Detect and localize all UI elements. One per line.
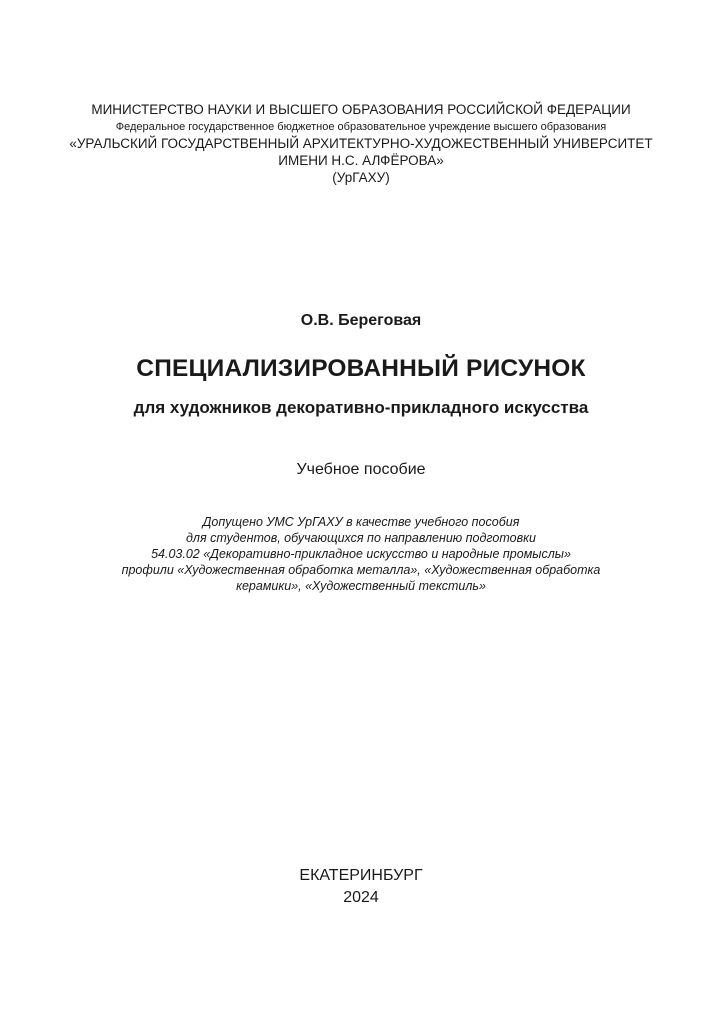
book-subtitle: для художников декоративно-прикладного искусства	[133, 398, 589, 417]
approval-line: 54.03.02 «Декоративно-прикладное искусство и народные промыслы»	[151, 547, 571, 561]
publication-city: ЕКАТЕРИНБУРГ	[299, 867, 423, 884]
approval-line: профили «Художественная обработка металла», «Художественная обработка	[121, 563, 601, 577]
document-type: Учебное пособие	[296, 461, 426, 478]
approval-note	[0, 514, 722, 594]
university-name-line-1: «УРАЛЬСКИЙ ГОСУДАРСТВЕННЫЙ АРХИТЕКТУРНО-ХУДОЖЕСТВЕННЫЙ УНИВЕРСИТЕТ	[69, 136, 653, 151]
publisher-header	[0, 101, 722, 186]
university-abbreviation: (УрГАХУ)	[332, 170, 390, 185]
publication-year: 2024	[343, 889, 379, 906]
author-name: О.В. Береговая	[300, 312, 422, 329]
institution-type-line: Федеральное государственное бюджетное образовательное учреждение высшего образования	[115, 121, 607, 133]
ministry-line: МИНИСТЕРСТВО НАУКИ И ВЫСШЕГО ОБРАЗОВАНИЯ РОССИЙСКОЙ ФЕДЕРАЦИИ	[91, 102, 631, 117]
book-title: СПЕЦИАЛИЗИРОВАННЫЙ РИСУНОК	[136, 355, 586, 382]
approval-line: керамики», «Художественный текстиль»	[236, 579, 486, 593]
approval-line: для студентов, обучающихся по направлению подготовки	[186, 531, 536, 545]
university-name-line-2: ИМЕНИ Н.С. АЛФЁРОВА»	[278, 153, 444, 168]
approval-line: Допущено УМС УрГАХУ в качестве учебного пособия	[202, 515, 520, 529]
